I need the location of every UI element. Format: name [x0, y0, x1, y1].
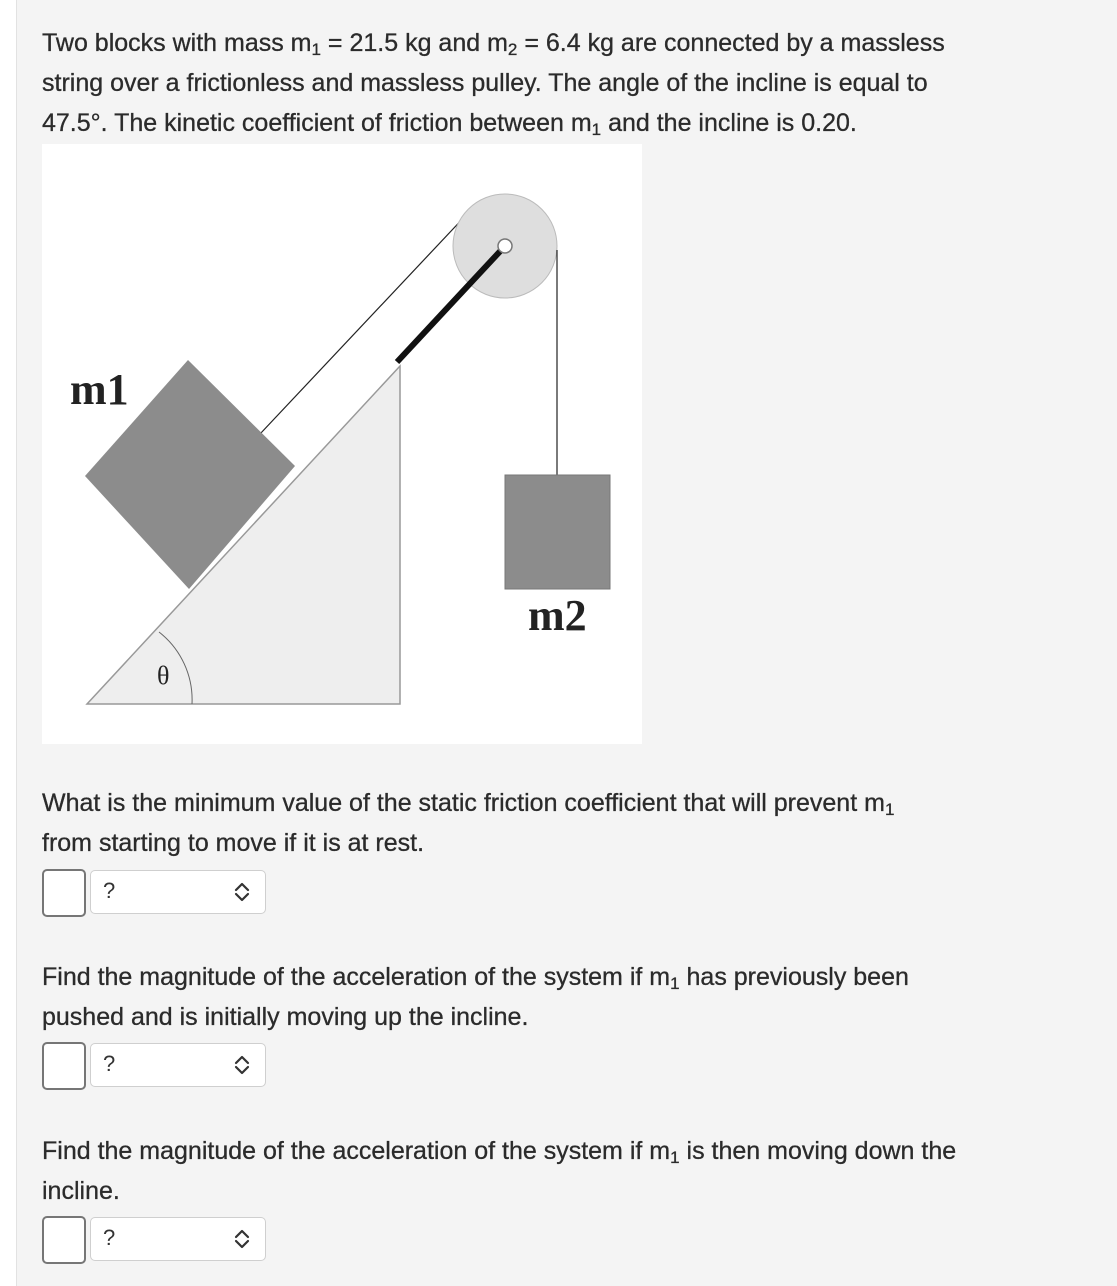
label-m2: m2 [528, 591, 587, 640]
intro-line-3: 47.5°. The kinetic coefficient of friction between $m_1$ and the incline is 0.20. [42, 109, 857, 139]
label-m1: m1 [70, 365, 129, 414]
answer-1-select[interactable] [90, 870, 266, 914]
answer-3-selected: ? [103, 1225, 116, 1250]
answer-1 [42, 869, 266, 917]
block-m2 [505, 475, 610, 589]
question-1-line-2: from starting to move if it is at rest. [42, 829, 425, 857]
pulley-axle [498, 239, 512, 253]
answer-1-selected: ? [103, 878, 116, 903]
pulley-support [397, 246, 505, 362]
answer-2-checkbox[interactable] [42, 1042, 86, 1090]
question-1-line-1: What is the minimum value of the static friction coefficient that will prevent $m_1$ [42, 789, 895, 819]
answer-1-checkbox[interactable] [42, 869, 86, 917]
intro-line-1: Two blocks with mass $m_1 = 21.5$ kg and $m_2 = 6.4$ kg are connected by a massless [42, 29, 945, 59]
label-theta: θ [157, 661, 170, 690]
answer-3-checkbox[interactable] [42, 1216, 86, 1264]
answer-2-selected: ? [103, 1051, 116, 1076]
question-3-line-1: Find the magnitude of the acceleration of the system if $m_1$ is then moving down the [42, 1137, 957, 1167]
chevron-updown-icon [233, 1054, 251, 1076]
string-incline [260, 212, 469, 434]
answer-3-select[interactable] [90, 1217, 266, 1261]
answer-2 [42, 1042, 266, 1090]
question-3-line-2: incline. [42, 1177, 120, 1205]
answer-3 [42, 1216, 266, 1264]
incline-pulley-diagram [42, 144, 642, 744]
intro-line-2: string over a frictionless and massless pulley. The angle of the incline is equal to [42, 69, 928, 97]
chevron-updown-icon [233, 1228, 251, 1250]
question-2-line-1: Find the magnitude of the acceleration of the system if $m_1$ has previously been [42, 963, 909, 993]
answer-2-select[interactable] [90, 1043, 266, 1087]
question-2-line-2: pushed and is initially moving up the incline. [42, 1003, 529, 1031]
chevron-updown-icon [233, 881, 251, 903]
